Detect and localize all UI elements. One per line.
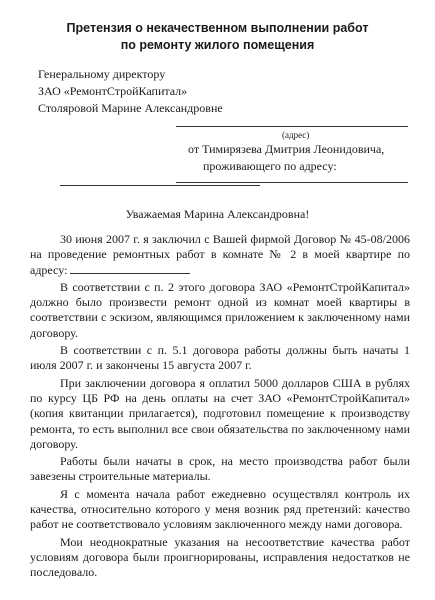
sender-address-line-2 bbox=[60, 185, 260, 186]
letter-body bbox=[30, 232, 410, 583]
recipient-position: Генеральному директору bbox=[38, 67, 166, 81]
document-title bbox=[20, 20, 415, 54]
paragraph-1: 30 июня 2007 г. я заключил с Вашей фирмой Договор № 45-08/2006 на проведение ремонтных работ в комнате № 2 в моей квартире по адресу: bbox=[30, 232, 410, 277]
sender-address-line-1 bbox=[176, 182, 408, 183]
paragraph-5: Работы были начаты в срок, на место производства работ были завезены строительные материалы. bbox=[30, 454, 410, 484]
recipient-company: ЗАО «РемонтСтройКапитал» bbox=[38, 84, 188, 98]
address-blank bbox=[70, 273, 190, 274]
paragraph-4: При заключении договора я оплатил 5000 долларов США в рублях по курсу ЦБ РФ на день оплаты на счет ЗАО «РемонтСтройКапитал» (копия квитанции прилагается), подготовил помещение к производству ремонта, то есть выполнил все свои обязательства по заключенному нами договору. bbox=[30, 375, 410, 451]
paragraph-7: Мои неоднократные указания на несоответствие качества работ условиям договора были проигнорированы, исправления недостатков не последовало. bbox=[30, 534, 410, 580]
paragraph-6: Я с момента начала работ ежедневно осуществлял контроль их качества, относительно которого у меня возник ряд претензий: качество работ не соответствовало условиям заключенного между нами договора. bbox=[30, 486, 410, 532]
paragraph-3: В соответствии с п. 5.1 договора работы должны быть начаты 1 июля 2007 г. и закончены 15 августа 2007 г. bbox=[30, 343, 410, 373]
salutation: Уважаемая Марина Александровна! bbox=[125, 207, 310, 221]
paragraph-2: В соответствии с п. 2 этого договора ЗАО «РемонтСтройКапитал» должно было произвести ремонт одной из комнат моей квартиры в соответствии с эскизом, являющимся приложением к заключенному нами договору. bbox=[30, 279, 410, 340]
address-blank-line bbox=[176, 126, 408, 127]
address-hint: (адрес) bbox=[282, 130, 310, 140]
recipient-name: Столяровой Марине Александровне bbox=[38, 101, 223, 115]
sender-name: от Тимирязева Дмитрия Леонидовича, bbox=[188, 142, 385, 156]
title-line-1: Претензия о некачественном выполнении работ bbox=[66, 21, 369, 35]
sender-residing-label: проживающего по адресу: bbox=[203, 159, 337, 173]
recipient-block bbox=[38, 66, 223, 117]
title-line-2: по ремонту жилого помещения bbox=[120, 38, 315, 52]
